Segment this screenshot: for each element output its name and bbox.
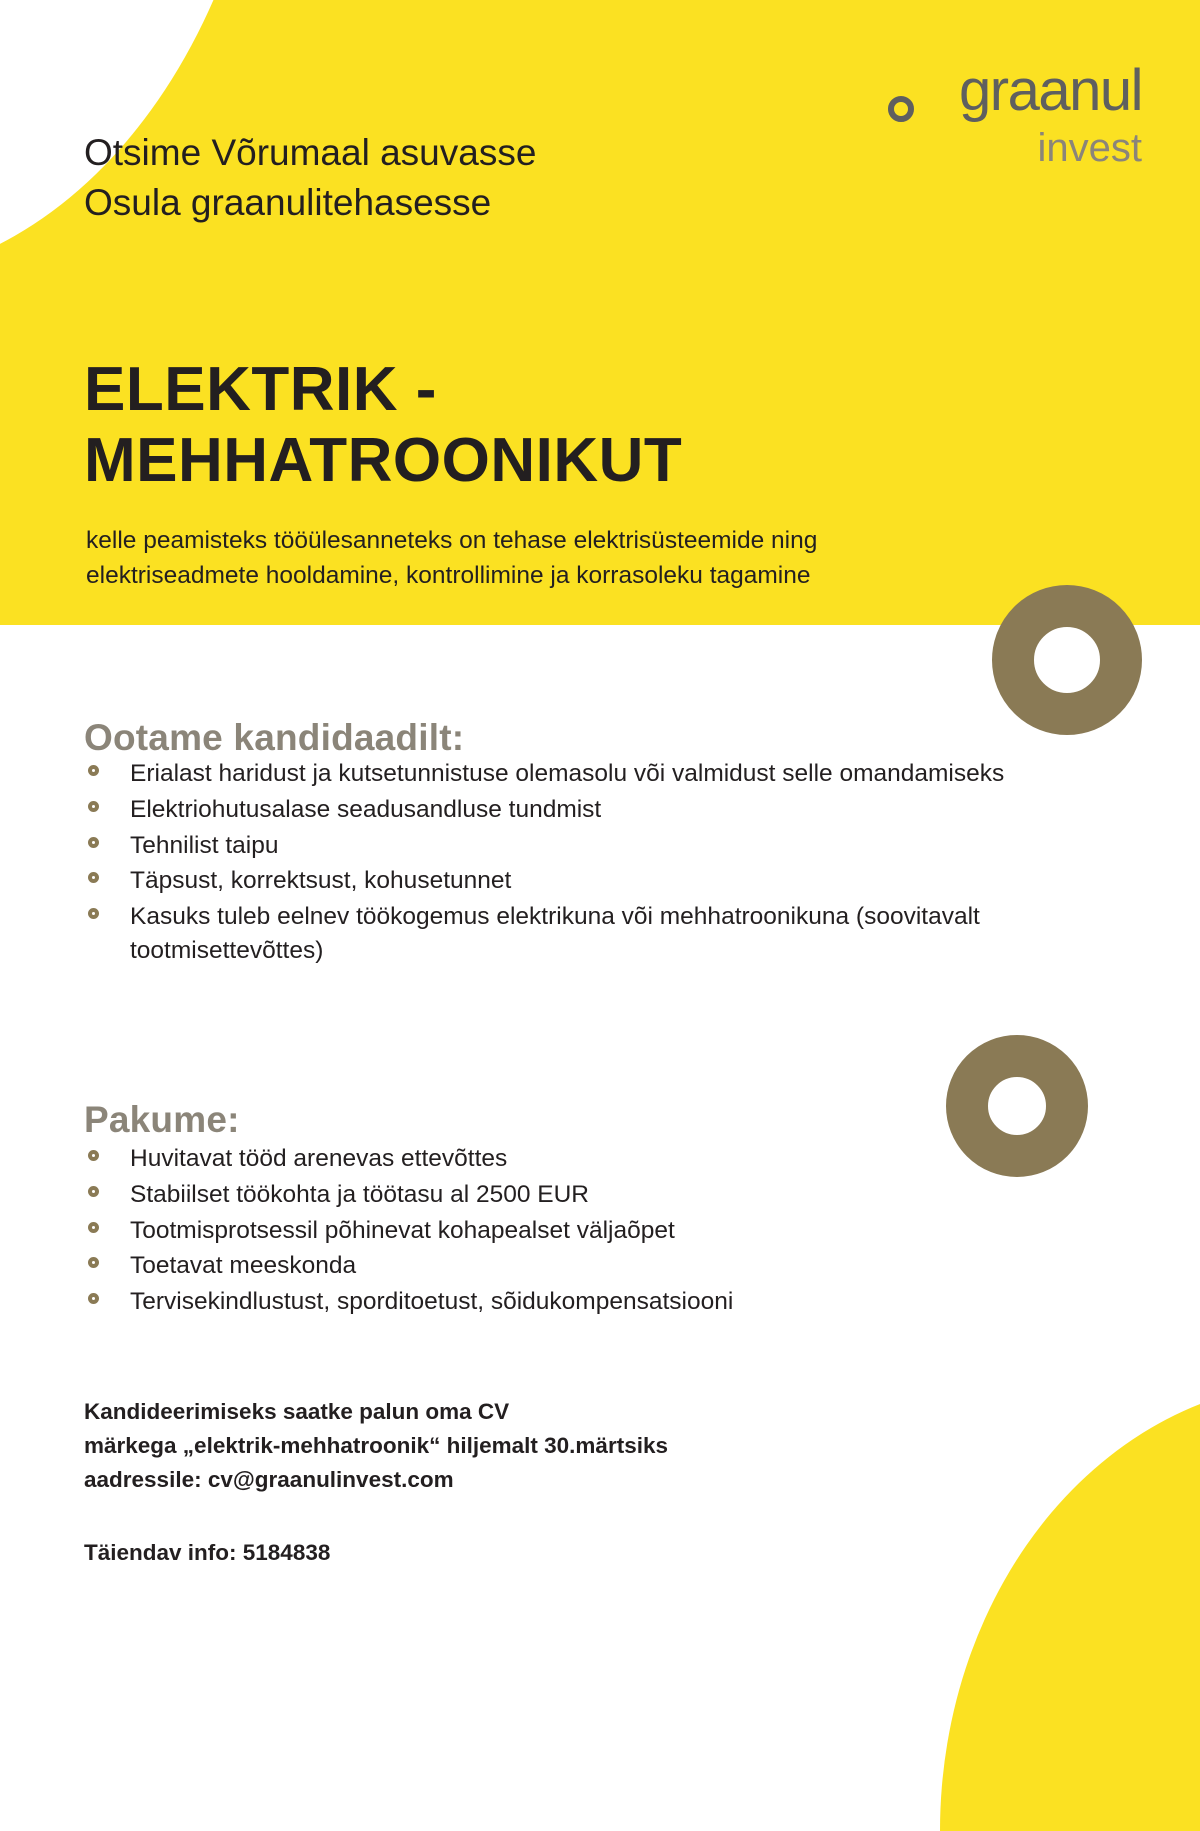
list-item-label: Erialast haridust ja kutsetunnistuse olemasolu või valmidust selle omandamiseks: [130, 760, 1005, 787]
bullet-ring-icon: [88, 1222, 99, 1233]
bullet-ring-icon: [88, 1150, 99, 1161]
expectations-heading: Ootame kandidaadilt:: [84, 716, 465, 758]
bullet-ring-icon: [88, 801, 99, 812]
list-item-label: Tervisekindlustust, sporditoetust, sõidukompensatsiooni: [130, 1288, 734, 1316]
hero-banner: [0, 0, 1200, 625]
job-subtitle-line-2: elektriseadmete hooldamine, kontrollimine ja korrasoleku tagamine: [86, 561, 811, 589]
list-item: [84, 1285, 1044, 1319]
apply-line-2: märkega „elektrik-mehhatroonik“ hiljemalt 30.märtsiks: [84, 1432, 668, 1458]
list-item: [84, 829, 1044, 863]
decorative-yellow-arc: [940, 1381, 1200, 1831]
list-item-label: Huvitavat tööd arenevas ettevõttes: [130, 1145, 508, 1172]
logo-sub-text: invest: [1037, 126, 1142, 170]
apply-line-1: Kandideerimiseks saatke palun oma CV: [84, 1399, 510, 1424]
list-item: [84, 900, 1044, 968]
list-item-label: Elektriohutusalase seadusandluse tundmist: [130, 795, 602, 823]
bullet-ring-icon: [88, 872, 99, 883]
hero-kicker: [84, 128, 536, 228]
list-item: [84, 1214, 1044, 1248]
bullet-ring-icon: [88, 908, 99, 919]
logo-main-text: graanul: [959, 58, 1142, 123]
hero-kicker-line-1: Otsime Võrumaal asuvasse: [84, 132, 537, 173]
list-item: [84, 1249, 1044, 1283]
page-title-line-2: MEHHATROONIKUT: [84, 425, 683, 495]
bullet-ring-icon: [88, 837, 99, 848]
list-item-label: Tehnilist taipu: [130, 831, 279, 859]
list-item: [84, 757, 1044, 791]
job-subtitle-line-1: kelle peamisteks tööülesanneteks on tehase elektrisüsteemide ning: [86, 527, 818, 554]
list-item-label: Täpsust, korrektsust, kohusetunnet: [130, 867, 512, 895]
expectations-list: [84, 757, 1044, 970]
logo-ring-icon: [888, 96, 914, 122]
logo-wordmark: [882, 58, 1142, 124]
apply-line-3: aadressile: cv@graanulinvest.com: [84, 1466, 454, 1492]
footer-contact: [84, 1395, 904, 1570]
offer-heading: Pakume:: [84, 1098, 240, 1140]
bullet-ring-icon: [88, 1186, 99, 1197]
bullet-ring-icon: [88, 1293, 99, 1304]
list-item-label: Stabiilset töökohta ja töötasu al 2500 EUR: [130, 1180, 589, 1208]
list-item: [84, 864, 1044, 898]
job-subtitle: [86, 524, 817, 594]
list-item-label: Tootmisprotsessil põhinevat kohapealset väljaõpet: [130, 1216, 675, 1244]
page-title: [84, 354, 682, 497]
list-item-label: Kasuks tuleb eelnev töökogemus elektrikuna või mehhatroonikuna (soovitavalt tootmisettevõttes): [130, 903, 980, 964]
bullet-ring-icon: [88, 765, 99, 776]
hero-kicker-line-2: Osula graanulitehasesse: [84, 181, 492, 223]
list-item: [84, 1142, 1044, 1176]
bullet-ring-icon: [88, 1257, 99, 1268]
list-item-label: Toetavat meeskonda: [130, 1252, 357, 1280]
page-title-line-1: ELEKTRIK -: [84, 354, 437, 424]
offer-list: [84, 1142, 1044, 1321]
additional-info: Täiendav info: 5184838: [84, 1540, 331, 1566]
decorative-ring-1: [992, 585, 1142, 735]
list-item: [84, 1178, 1044, 1212]
list-item: [84, 793, 1044, 827]
company-logo: [882, 58, 1142, 170]
